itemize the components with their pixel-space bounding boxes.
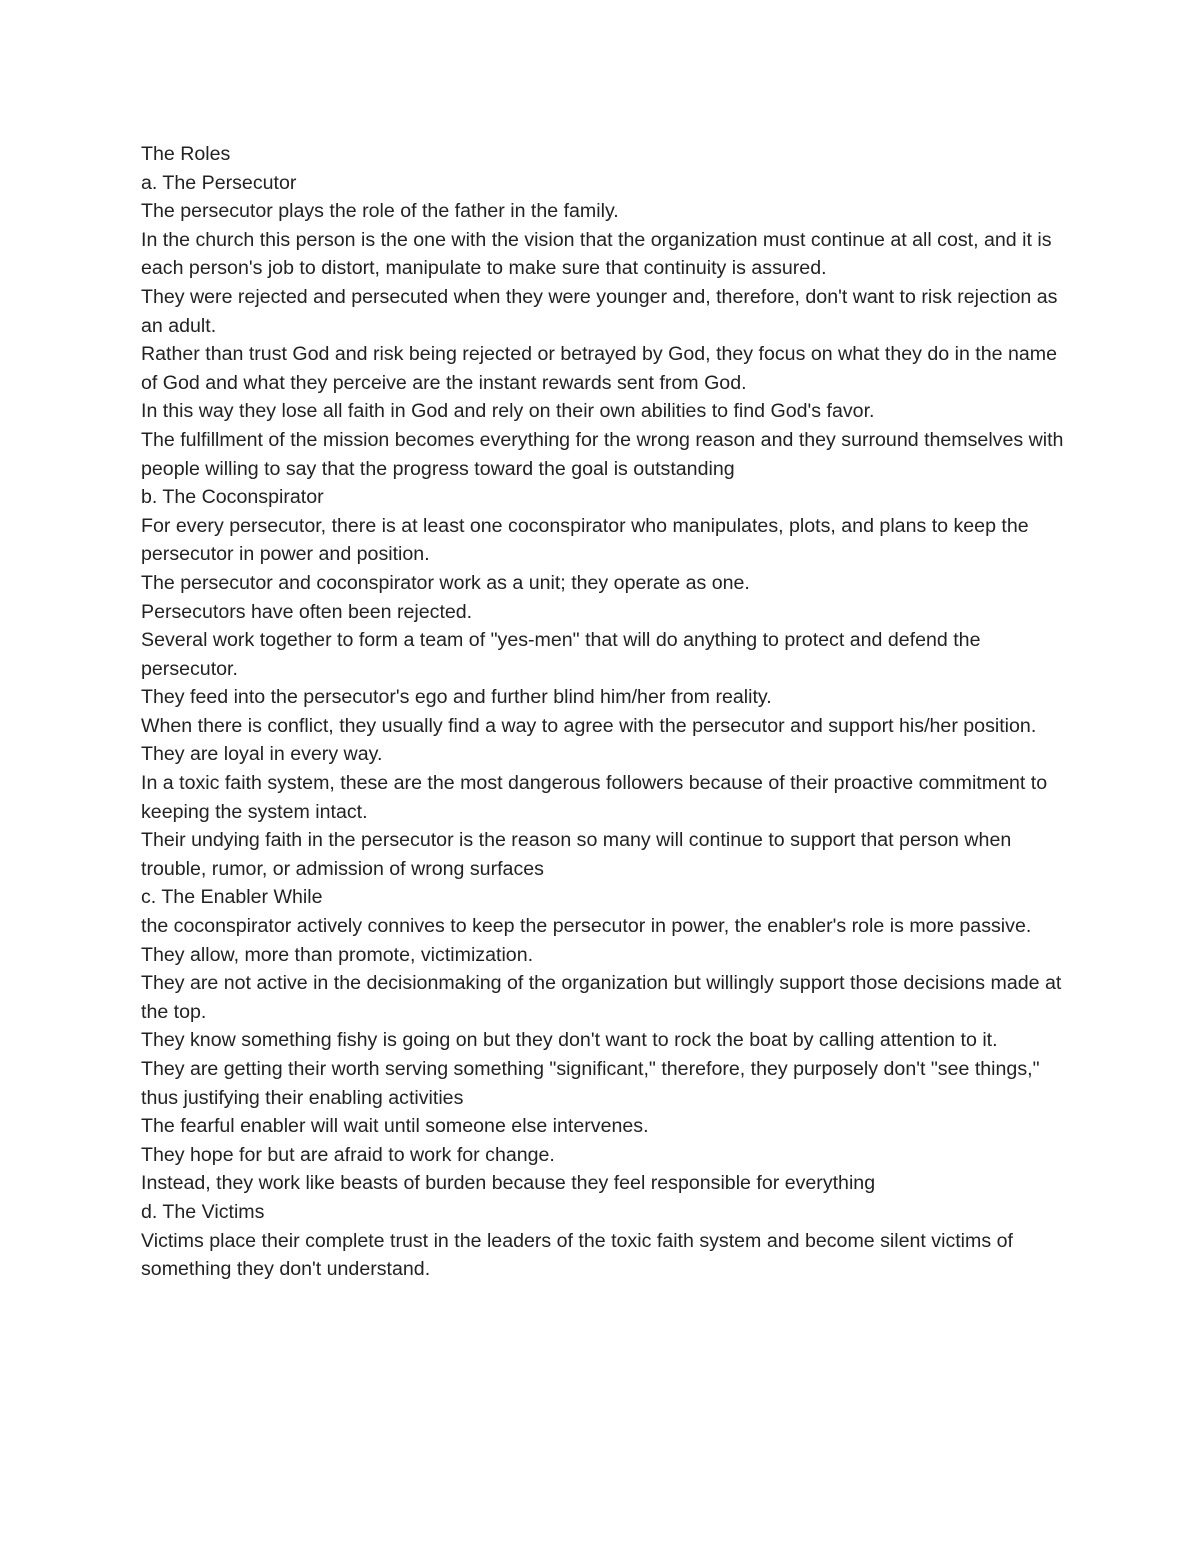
paragraph: They are not active in the decisionmaking of the organization but willingly support those decisions made at the top. — [141, 972, 1062, 1023]
paragraph: They feed into the persecutor's ego and further blind him/her from reality. — [141, 686, 772, 709]
paragraph: Victims place their complete trust in the leaders of the toxic faith system and become silent victims of something they don't understand. — [141, 1229, 1013, 1281]
paragraph: They are loyal in every way. — [141, 743, 383, 766]
paragraph: Instead, they work like beasts of burden because they feel responsible for everything — [141, 1172, 876, 1195]
paragraph: The persecutor plays the role of the father in the family. — [141, 200, 619, 223]
subheading-victims: d. The Victims — [141, 1200, 265, 1223]
paragraph: They know something fishy is going on but they don't want to rock the boat by calling attention to it. — [141, 1029, 998, 1052]
paragraph: the coconspirator actively connives to keep the persecutor in power, the enabler's role is more passive. — [141, 915, 1032, 938]
paragraph: When there is conflict, they usually find a way to agree with the persecutor and support his/her position. — [141, 714, 1037, 737]
paragraph: The fearful enabler will wait until someone else intervenes. — [141, 1115, 649, 1138]
paragraph: The persecutor and coconspirator work as a unit; they operate as one. — [141, 571, 750, 594]
paragraph: Persecutors have often been rejected. — [141, 600, 473, 623]
paragraph: They are getting their worth serving something "significant," therefore, they purposely don't "see things," thus justifying their enabling activities — [141, 1058, 1040, 1109]
paragraph: In a toxic faith system, these are the most dangerous followers because of their proactive commitment to keeping the system intact. — [141, 772, 1048, 823]
paragraph: Their undying faith in the persecutor is the reason so many will continue to support that person when trouble, rumor, or admission of wrong surfaces — [141, 829, 1012, 880]
subheading-enabler: c. The Enabler While — [141, 886, 323, 909]
subheading-coconspirator: b. The Coconspirator — [141, 486, 324, 509]
paragraph: For every persecutor, there is at least one coconspirator who manipulates, plots, and plans to keep the persecutor in power and position. — [141, 514, 1029, 566]
paragraph: They hope for but are afraid to work for change. — [141, 1143, 555, 1166]
paragraph: The fulfillment of the mission becomes everything for the wrong reason and they surround themselves with people willing to say that the progress toward the goal is outstanding — [141, 428, 1064, 480]
paragraph: They were rejected and persecuted when they were younger and, therefore, don't want to risk rejection as an adult. — [141, 285, 1058, 337]
paragraph: In this way they lose all faith in God and rely on their own abilities to find God's favor. — [141, 400, 875, 423]
paragraph: Several work together to form a team of "yes-men" that will do anything to protect and defend the persecutor. — [141, 629, 981, 680]
subheading-persecutor: a. The Persecutor — [141, 171, 297, 194]
section-heading-roles: The Roles — [141, 143, 231, 165]
document-body — [141, 140, 1071, 1284]
paragraph: They allow, more than promote, victimization. — [141, 943, 534, 966]
paragraph: In the church this person is the one with the vision that the organization must continue at all cost, and it is each person's job to distort, manipulate to make sure that continuity is assured. — [141, 228, 1052, 280]
paragraph: Rather than trust God and risk being rejected or betrayed by God, they focus on what they do in the name of God and what they perceive are the instant rewards sent from God. — [141, 343, 1057, 394]
